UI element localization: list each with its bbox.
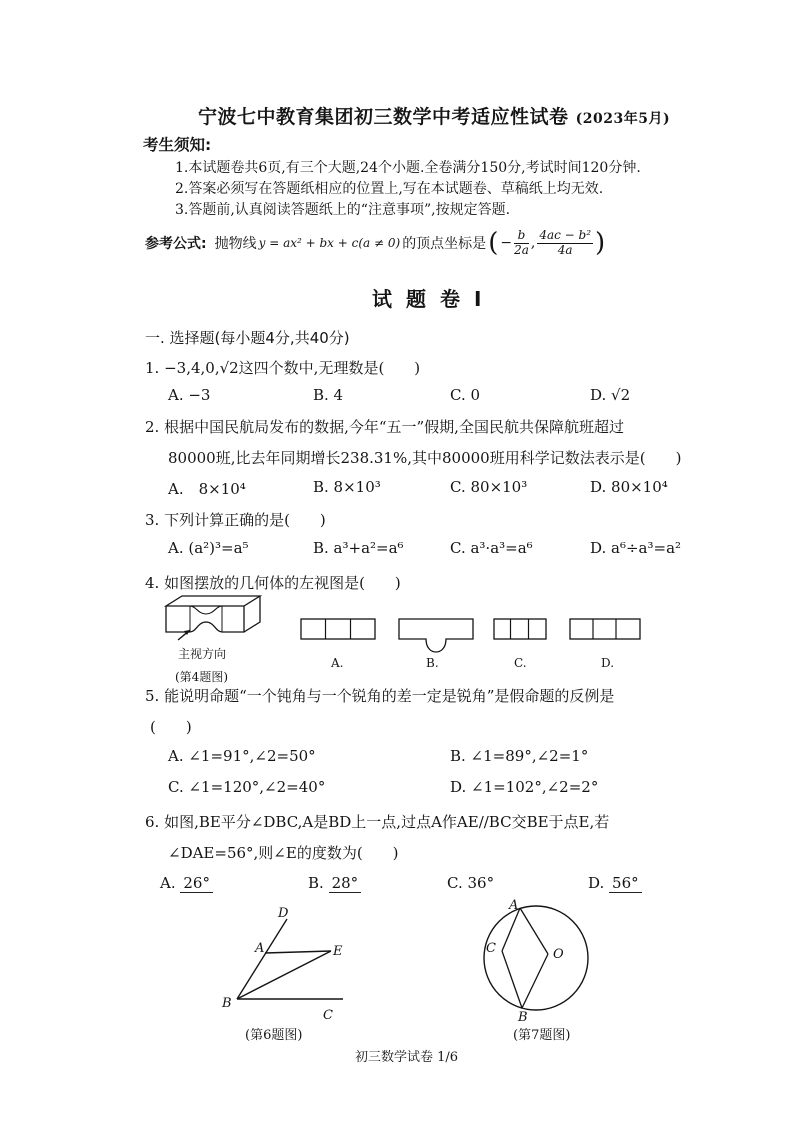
exam-title <box>198 102 670 129</box>
q6-stem-line2: ∠DAE=56°,则∠E的度数为( ) <box>168 844 399 862</box>
q1-option-a: A. −3 <box>168 386 211 404</box>
formula-minus: − <box>500 235 513 251</box>
q6-option-b-letter: B. <box>308 874 324 892</box>
notice-item-1: 1.本试题卷共6页,有三个大题,24个小题.全卷满分150分,考试时间120分钟. <box>175 160 641 176</box>
q6-option-d-value: 56° <box>609 874 642 893</box>
q5-stem-line1: 5. 能说明命题“一个钝角与一个锐角的差一定是锐角”是假命题的反例是 <box>145 687 615 705</box>
q2-option-c: C. 80×10³ <box>450 478 528 496</box>
formula-close-paren: ) <box>595 228 606 258</box>
q2-stem-line1: 2. 根据中国民航局发布的数据,今年“五一”假期,全国民航共保障航班超过 <box>145 418 624 436</box>
formula-text-a: 抛物线 <box>214 236 257 252</box>
q3-stem: 3. 下列计算正确的是( ) <box>145 511 326 529</box>
q4-direction-label: 主视方向 <box>178 647 227 661</box>
q4-figure-caption: (第4题图) <box>175 670 228 684</box>
reference-formula <box>145 228 605 258</box>
q4-view-a <box>300 618 376 640</box>
q4-view-d <box>569 618 641 640</box>
q6-option-c <box>447 874 494 892</box>
q4-solid-figure <box>160 592 270 652</box>
fig6-label-b: B <box>222 996 232 1011</box>
q6-option-d-letter: D. <box>588 874 605 892</box>
q3-option-a: A. (a²)³=a⁵ <box>168 539 249 557</box>
notice-item-3: 3.答题前,认真阅读答题纸上的“注意事项”,按规定答题. <box>175 202 511 218</box>
fig7-label-a: A <box>509 898 519 913</box>
q6-option-a-value: 26° <box>180 874 213 893</box>
q2-stem-line2: 80000班,比去年同期增长238.31%,其中80000班用科学记数法表示是( ) <box>168 449 682 467</box>
fig7-label-c: C <box>486 941 496 956</box>
q5-option-b: B. ∠1=89°,∠2=1° <box>450 747 589 765</box>
vertex-x-fraction <box>514 229 529 256</box>
q3-option-d: D. a⁶÷a³=a² <box>590 539 682 557</box>
q6-option-c-value: 36° <box>467 874 495 892</box>
fig6-label-d: D <box>278 906 289 921</box>
figure-7-caption: (第7题图) <box>513 1028 571 1043</box>
formula-comma: , <box>530 235 536 251</box>
q5-stem-line2: ( ) <box>150 718 192 736</box>
title-text: 宁波七中教育集团初三数学中考适应性试卷 <box>198 106 569 128</box>
q4-view-b <box>398 618 474 654</box>
q4-option-a: A. <box>331 656 344 670</box>
q4-stem: 4. 如图摆放的几何体的左视图是( ) <box>145 574 401 592</box>
q6-option-d <box>588 874 642 892</box>
fig6-label-a: A <box>255 941 265 956</box>
fig7-label-b: B <box>518 1010 528 1025</box>
q6-option-b <box>308 874 361 892</box>
exam-date: (2023年5月) <box>575 111 671 127</box>
vertex-y-fraction <box>537 229 593 256</box>
q2-option-d: D. 80×10⁴ <box>590 478 668 496</box>
formula-expr: y = ax² + bx + c(a ≠ 0) <box>258 236 401 250</box>
q6-option-c-letter: C. <box>447 874 463 892</box>
figure-6 <box>215 903 365 1023</box>
q3-option-b: B. a³+a²=a⁶ <box>313 539 404 557</box>
q4-option-d: D. <box>601 656 615 670</box>
frac1-numerator: b <box>514 229 529 243</box>
figure-7 <box>478 896 598 1026</box>
q1-option-b: B. 4 <box>313 386 344 404</box>
notice-item-2: 2.答案必须写在答题纸相应的位置上,写在本试题卷、草稿纸上均无效. <box>175 181 604 197</box>
figure-6-caption: (第6题图) <box>245 1028 303 1043</box>
page-footer: 初三数学试卷 1/6 <box>355 1050 459 1065</box>
formula-label: 参考公式: <box>145 236 207 252</box>
section-title: 试题卷I <box>372 287 496 311</box>
q4-view-c <box>493 618 547 640</box>
q1-option-c: C. 0 <box>450 386 481 404</box>
q5-option-c: C. ∠1=120°,∠2=40° <box>168 778 326 796</box>
formula-open-paren: ( <box>488 228 499 258</box>
q3-option-c: C. a³·a³=a⁶ <box>450 539 533 557</box>
fig6-label-e: E <box>333 944 343 959</box>
q2-option-b: B. 8×10³ <box>313 478 381 496</box>
formula-text-b: 的顶点坐标是 <box>402 236 487 252</box>
q2-option-a: A. 8×10⁴ <box>168 480 246 498</box>
fig6-label-c: C <box>323 1008 333 1023</box>
fig7-label-o: O <box>553 947 564 962</box>
frac1-denominator: 2a <box>514 242 529 257</box>
q5-option-d: D. ∠1=102°,∠2=2° <box>450 778 599 796</box>
q4-option-c: C. <box>514 656 527 670</box>
q6-option-a-letter: A. <box>160 874 176 892</box>
notice-heading: 考生须知: <box>143 136 212 154</box>
frac2-numerator: 4ac − b² <box>539 228 592 243</box>
q4-option-b: B. <box>426 656 439 670</box>
q1-stem: 1. −3,4,0,√2这四个数中,无理数是( ) <box>145 359 421 377</box>
q6-option-b-value: 28° <box>329 874 362 893</box>
frac2-denominator: 4a <box>557 242 573 257</box>
q6-option-a <box>160 874 213 892</box>
q6-stem-line1: 6. 如图,BE平分∠DBC,A是BD上一点,过点A作AE//BC交BE于点E,若 <box>145 813 610 831</box>
part-heading: 一. 选择题(每小题4分,共40分) <box>145 329 350 347</box>
q1-option-d: D. √2 <box>590 386 631 404</box>
q5-option-a: A. ∠1=91°,∠2=50° <box>168 747 316 765</box>
